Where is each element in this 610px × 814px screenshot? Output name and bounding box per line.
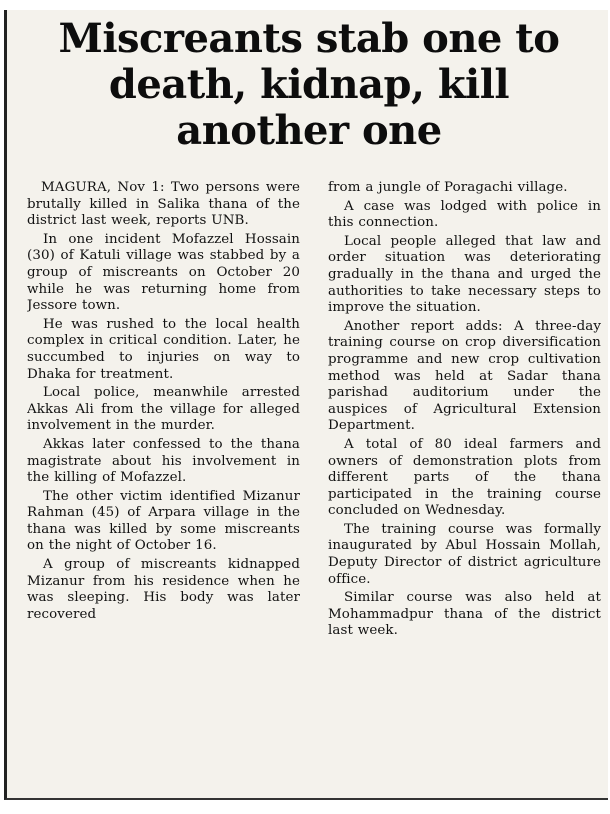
paragraph: MAGURA, Nov 1: Two persons were brutally killed in Salika thana of the district last week, reports UNB. (27, 180, 300, 229)
paragraph: He was rushed to the local health complex in critical condition. Later, he succumbed to injuries on way to Dhaka for treatment. (27, 316, 300, 382)
paragraph: The other victim identified Mizanur Rahman (45) of Arpara village in the thana was killed by some miscreants on the night of October 16. (27, 488, 300, 554)
paragraph: A case was lodged with police in this connection. (328, 198, 601, 231)
paragraph: In one incident Mofazzel Hossain (30) of Katuli village was stabbed by a group of miscreants on October 20 while he was returning home from Jessore town. (27, 231, 300, 314)
paragraph: Similar course was also held at Mohammadpur thana of the district last week. (328, 590, 601, 639)
newspaper-clipping (4, 10, 608, 800)
paragraph: Akkas later confessed to the thana magistrate about his involvement in the killing of Mofazzel. (27, 436, 300, 486)
paragraph: Another report adds: A three-day training course on crop diversification programme and new crop cultivation method was held at Sadar thana parishad auditorium under the auspices of Agricultural Extension Department. (328, 318, 601, 434)
paragraph: Local police, meanwhile arrested Akkas Ali from the village for alleged involvement in the murder. (27, 385, 300, 434)
column-left (27, 180, 300, 792)
paragraph: Local people alleged that law and order situation was deteriorating gradually in the thana and urged the authorities to take necessary steps to improve the situation. (328, 233, 601, 316)
paragraph: The training course was formally inaugurated by Abul Hossain Mollah, Deputy Director of district agriculture office. (328, 521, 601, 587)
headline: Miscreants stab one to death, kidnap, kill another one (58, 15, 560, 154)
paragraph: A total of 80 ideal farmers and owners of demonstration plots from different parts of the thana participated in the training course concluded on Wednesday. (328, 436, 601, 519)
paragraph: A group of miscreants kidnapped Mizanur from his residence when he was sleeping. His body was later recovered (27, 557, 300, 622)
column-right (328, 180, 601, 792)
paragraph-continuation: from a jungle of Poragachi village. (328, 180, 568, 195)
article-body (27, 180, 601, 792)
